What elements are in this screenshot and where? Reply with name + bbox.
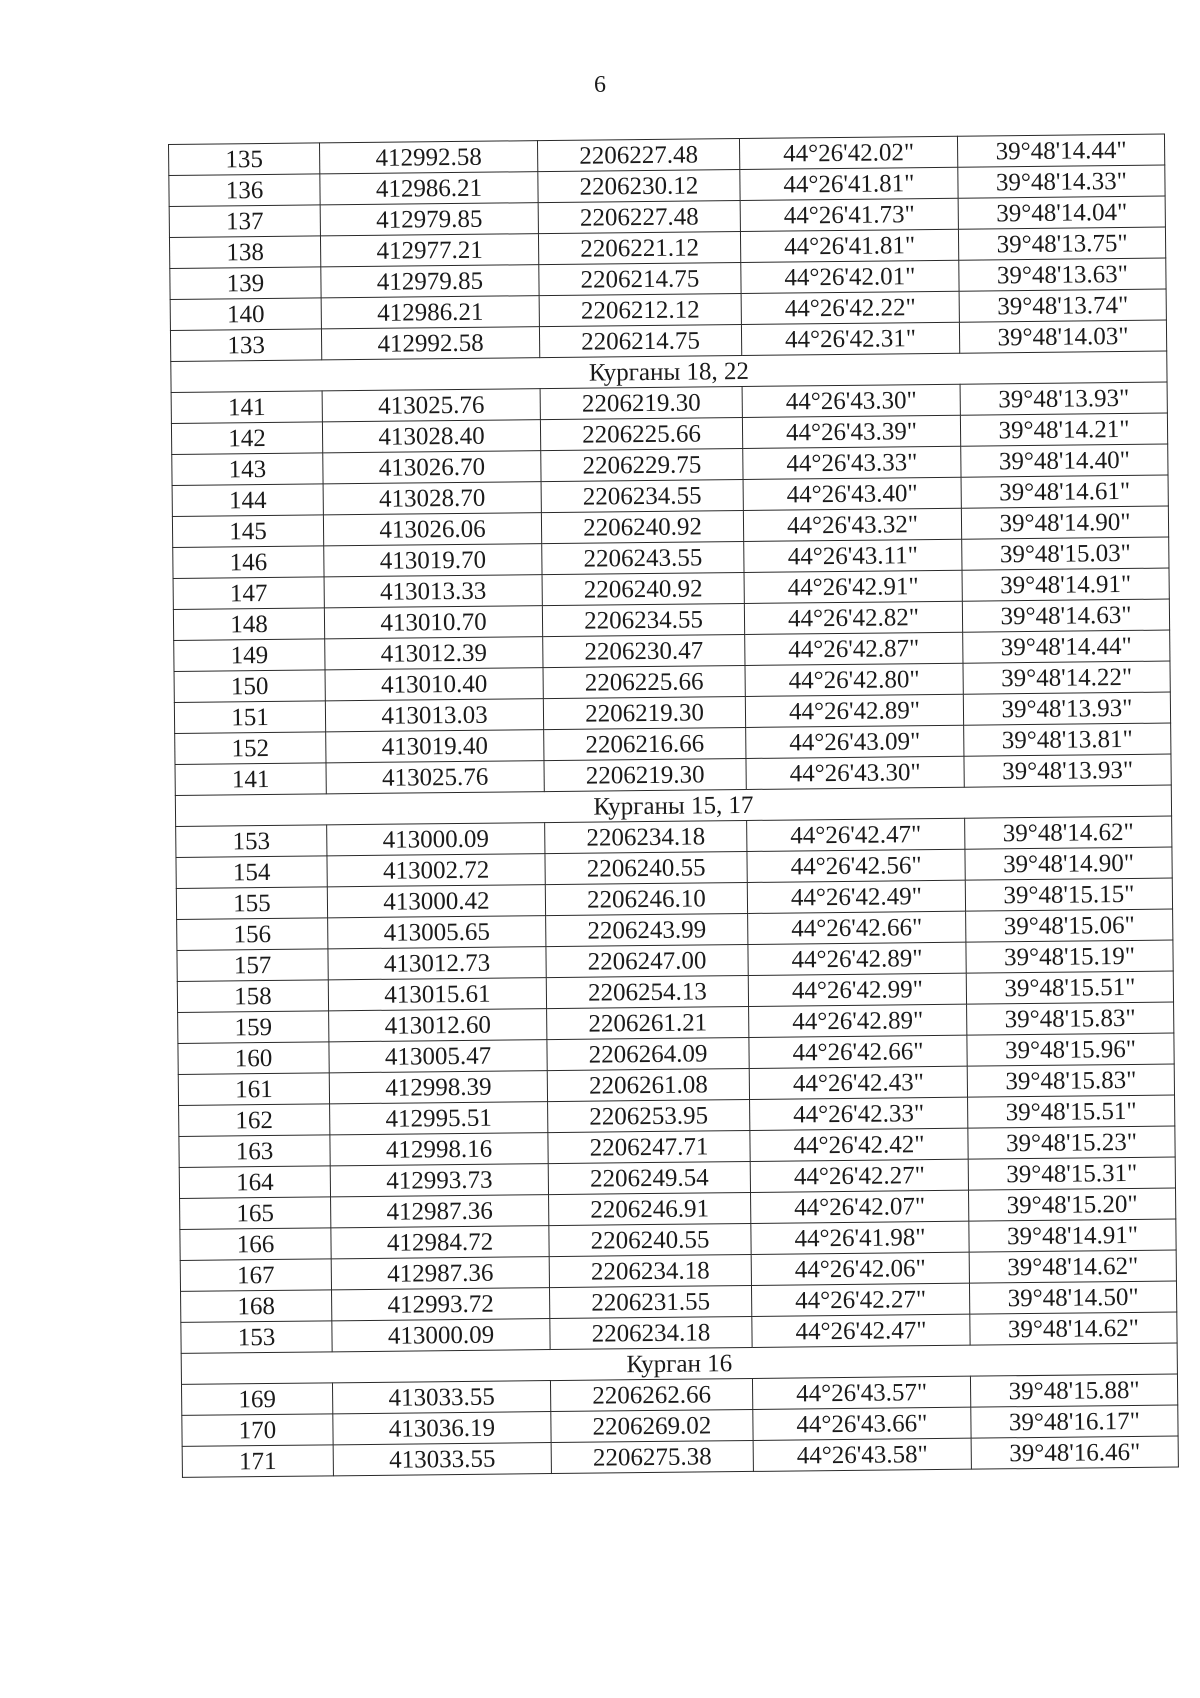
coordinates-table [168, 134, 1179, 1478]
longitude-cell: 39°48'14.91" [962, 568, 1169, 601]
longitude-cell: 39°48'13.93" [964, 754, 1171, 787]
y-coordinate-cell: 2206240.55 [545, 851, 747, 884]
latitude-cell: 44°26'41.81" [740, 229, 958, 262]
point-number-cell: 140 [170, 298, 321, 331]
x-coordinate-cell: 412998.39 [329, 1071, 547, 1104]
latitude-cell: 44°26'42.66" [748, 911, 966, 944]
section-heading: Курганы 15, 17 [175, 785, 1171, 826]
point-number-cell: 141 [175, 763, 326, 796]
x-coordinate-cell: 413033.55 [332, 1381, 550, 1414]
point-number-cell: 156 [177, 918, 328, 951]
point-number-cell: 159 [178, 1011, 329, 1044]
latitude-cell: 44°26'42.56" [747, 849, 965, 882]
longitude-cell: 39°48'14.03" [959, 320, 1166, 353]
longitude-cell: 39°48'14.90" [965, 847, 1172, 880]
longitude-cell: 39°48'15.23" [968, 1126, 1175, 1159]
x-coordinate-cell: 412987.36 [331, 1195, 549, 1228]
y-coordinate-cell: 2206234.18 [549, 1254, 751, 1287]
latitude-cell: 44°26'43.39" [742, 415, 960, 448]
point-number-cell: 169 [181, 1383, 332, 1416]
x-coordinate-cell: 412992.58 [319, 141, 537, 174]
latitude-cell: 44°26'42.89" [749, 1004, 967, 1037]
point-number-cell: 168 [181, 1290, 332, 1323]
latitude-cell: 44°26'41.81" [740, 167, 958, 200]
x-coordinate-cell: 413013.33 [324, 575, 542, 608]
point-number-cell: 144 [172, 484, 323, 517]
x-coordinate-cell: 413026.06 [323, 513, 541, 546]
y-coordinate-cell: 2206230.12 [538, 170, 740, 203]
section-heading: Курганы 18, 22 [171, 351, 1167, 392]
x-coordinate-cell: 413002.72 [327, 854, 545, 887]
x-coordinate-cell: 413015.61 [328, 978, 546, 1011]
longitude-cell: 39°48'15.20" [968, 1188, 1175, 1221]
point-number-cell: 135 [169, 143, 320, 176]
latitude-cell: 44°26'42.82" [744, 601, 962, 634]
x-coordinate-cell: 412993.72 [332, 1288, 550, 1321]
latitude-cell: 44°26'42.89" [745, 694, 963, 727]
x-coordinate-cell: 413028.40 [322, 420, 540, 453]
longitude-cell: 39°48'15.51" [968, 1095, 1175, 1128]
point-number-cell: 147 [173, 577, 324, 610]
x-coordinate-cell: 412979.85 [321, 265, 539, 298]
x-coordinate-cell: 413025.76 [326, 761, 544, 794]
y-coordinate-cell: 2206234.55 [541, 479, 743, 512]
x-coordinate-cell: 413012.73 [328, 947, 546, 980]
latitude-cell: 44°26'43.11" [744, 539, 962, 572]
x-coordinate-cell: 412986.21 [320, 172, 538, 205]
latitude-cell: 44°26'42.07" [751, 1190, 969, 1223]
longitude-cell: 39°48'14.33" [958, 165, 1165, 198]
x-coordinate-cell: 413012.39 [325, 637, 543, 670]
point-number-cell: 139 [170, 267, 321, 300]
point-number-cell: 161 [178, 1073, 329, 1106]
longitude-cell: 39°48'15.88" [970, 1374, 1177, 1407]
x-coordinate-cell: 412979.85 [320, 203, 538, 236]
latitude-cell: 44°26'42.42" [750, 1128, 968, 1161]
latitude-cell: 44°26'42.47" [752, 1314, 970, 1347]
x-coordinate-cell: 413000.09 [327, 823, 545, 856]
latitude-cell: 44°26'42.80" [745, 663, 963, 696]
longitude-cell: 39°48'14.63" [962, 599, 1169, 632]
y-coordinate-cell: 2206275.38 [551, 1440, 753, 1473]
y-coordinate-cell: 2206234.18 [550, 1316, 752, 1349]
y-coordinate-cell: 2206261.08 [547, 1068, 749, 1101]
y-coordinate-cell: 2206240.92 [542, 572, 744, 605]
coordinates-table-body [169, 134, 1179, 1477]
section-heading: Курган 16 [181, 1343, 1177, 1384]
longitude-cell: 39°48'14.50" [969, 1281, 1176, 1314]
longitude-cell: 39°48'14.44" [963, 630, 1170, 663]
latitude-cell: 44°26'42.66" [749, 1035, 967, 1068]
x-coordinate-cell: 413005.47 [329, 1040, 547, 1073]
y-coordinate-cell: 2206234.18 [545, 820, 747, 853]
y-coordinate-cell: 2206230.47 [543, 634, 745, 667]
longitude-cell: 39°48'13.75" [958, 227, 1165, 260]
x-coordinate-cell: 413028.70 [323, 482, 541, 515]
longitude-cell: 39°48'15.03" [962, 537, 1169, 570]
longitude-cell: 39°48'14.40" [961, 444, 1168, 477]
y-coordinate-cell: 2206254.13 [546, 975, 748, 1008]
x-coordinate-cell: 413012.60 [329, 1009, 547, 1042]
y-coordinate-cell: 2206253.95 [548, 1099, 750, 1132]
longitude-cell: 39°48'15.19" [966, 940, 1173, 973]
point-number-cell: 141 [171, 391, 322, 424]
latitude-cell: 44°26'42.49" [747, 880, 965, 913]
longitude-cell: 39°48'15.06" [966, 909, 1173, 942]
y-coordinate-cell: 2206243.55 [542, 541, 744, 574]
point-number-cell: 136 [169, 174, 320, 207]
x-coordinate-cell: 413000.09 [332, 1319, 550, 1352]
latitude-cell: 44°26'43.09" [746, 725, 964, 758]
longitude-cell: 39°48'14.44" [957, 134, 1164, 167]
point-number-cell: 146 [173, 546, 324, 579]
x-coordinate-cell: 413010.40 [325, 668, 543, 701]
point-number-cell: 171 [182, 1445, 333, 1478]
latitude-cell: 44°26'43.30" [742, 384, 960, 417]
x-coordinate-cell: 413036.19 [333, 1412, 551, 1445]
longitude-cell: 39°48'16.17" [971, 1405, 1178, 1438]
point-number-cell: 162 [179, 1104, 330, 1137]
latitude-cell: 44°26'42.91" [744, 570, 962, 603]
longitude-cell: 39°48'13.93" [963, 692, 1170, 725]
latitude-cell: 44°26'42.33" [750, 1097, 968, 1130]
x-coordinate-cell: 412987.36 [331, 1257, 549, 1290]
y-coordinate-cell: 2206227.48 [538, 201, 740, 234]
latitude-cell: 44°26'42.43" [749, 1066, 967, 1099]
y-coordinate-cell: 2206225.66 [543, 665, 745, 698]
point-number-cell: 138 [169, 236, 320, 269]
latitude-cell: 44°26'42.87" [745, 632, 963, 665]
y-coordinate-cell: 2206243.99 [546, 913, 748, 946]
y-coordinate-cell: 2206234.55 [542, 603, 744, 636]
point-number-cell: 152 [175, 732, 326, 765]
longitude-cell: 39°48'14.61" [961, 475, 1168, 508]
coordinates-sheet [168, 134, 1178, 1478]
point-number-cell: 153 [181, 1321, 332, 1354]
x-coordinate-cell: 413025.76 [322, 389, 540, 422]
x-coordinate-cell: 413005.65 [328, 916, 546, 949]
point-number-cell: 158 [177, 980, 328, 1013]
longitude-cell: 39°48'15.83" [967, 1002, 1174, 1035]
longitude-cell: 39°48'14.21" [960, 413, 1167, 446]
longitude-cell: 39°48'14.90" [961, 506, 1168, 539]
longitude-cell: 39°48'15.31" [968, 1157, 1175, 1190]
x-coordinate-cell: 413033.55 [333, 1443, 551, 1476]
latitude-cell: 44°26'42.47" [747, 818, 965, 851]
y-coordinate-cell: 2206216.66 [544, 727, 746, 760]
longitude-cell: 39°48'13.93" [960, 382, 1167, 415]
y-coordinate-cell: 2206247.00 [546, 944, 748, 977]
point-number-cell: 170 [182, 1414, 333, 1447]
point-number-cell: 150 [174, 670, 325, 703]
latitude-cell: 44°26'43.33" [743, 446, 961, 479]
x-coordinate-cell: 412984.72 [331, 1226, 549, 1259]
x-coordinate-cell: 413026.70 [323, 451, 541, 484]
longitude-cell: 39°48'16.46" [971, 1436, 1178, 1469]
y-coordinate-cell: 2206240.92 [541, 510, 743, 543]
latitude-cell: 44°26'42.27" [750, 1159, 968, 1192]
point-number-cell: 143 [172, 453, 323, 486]
latitude-cell: 44°26'43.66" [753, 1407, 971, 1440]
y-coordinate-cell: 2206219.30 [540, 387, 742, 420]
longitude-cell: 39°48'15.51" [966, 971, 1173, 1004]
latitude-cell: 44°26'42.27" [751, 1283, 969, 1316]
longitude-cell: 39°48'15.15" [965, 878, 1172, 911]
y-coordinate-cell: 2206225.66 [540, 418, 742, 451]
x-coordinate-cell: 413019.40 [326, 730, 544, 763]
latitude-cell: 44°26'41.98" [751, 1221, 969, 1254]
x-coordinate-cell: 412992.58 [321, 327, 539, 360]
point-number-cell: 137 [169, 205, 320, 238]
longitude-cell: 39°48'13.63" [959, 258, 1166, 291]
point-number-cell: 145 [172, 515, 323, 548]
y-coordinate-cell: 2206219.30 [544, 758, 746, 791]
longitude-cell: 39°48'14.91" [969, 1219, 1176, 1252]
point-number-cell: 149 [174, 639, 325, 672]
x-coordinate-cell: 412995.51 [330, 1102, 548, 1135]
x-coordinate-cell: 413019.70 [324, 544, 542, 577]
longitude-cell: 39°48'13.81" [964, 723, 1171, 756]
y-coordinate-cell: 2206261.21 [547, 1006, 749, 1039]
point-number-cell: 157 [177, 949, 328, 982]
latitude-cell: 44°26'43.40" [743, 477, 961, 510]
y-coordinate-cell: 2206262.66 [550, 1378, 752, 1411]
point-number-cell: 151 [174, 701, 325, 734]
x-coordinate-cell: 413010.70 [324, 606, 542, 639]
page-number: 6 [594, 72, 606, 98]
latitude-cell: 44°26'42.22" [741, 291, 959, 324]
point-number-cell: 155 [176, 887, 327, 920]
y-coordinate-cell: 2206221.12 [538, 232, 740, 265]
longitude-cell: 39°48'14.62" [970, 1312, 1177, 1345]
latitude-cell: 44°26'41.73" [740, 198, 958, 231]
y-coordinate-cell: 2206214.75 [539, 263, 741, 296]
y-coordinate-cell: 2206231.55 [549, 1285, 751, 1318]
latitude-cell: 44°26'43.58" [753, 1438, 971, 1471]
y-coordinate-cell: 2206227.48 [537, 139, 739, 172]
longitude-cell: 39°48'15.83" [967, 1064, 1174, 1097]
latitude-cell: 44°26'42.02" [739, 136, 957, 169]
point-number-cell: 160 [178, 1042, 329, 1075]
latitude-cell: 44°26'43.32" [743, 508, 961, 541]
latitude-cell: 44°26'42.06" [751, 1252, 969, 1285]
point-number-cell: 166 [180, 1228, 331, 1261]
y-coordinate-cell: 2206246.91 [549, 1192, 751, 1225]
point-number-cell: 133 [170, 329, 321, 362]
point-number-cell: 163 [179, 1135, 330, 1168]
point-number-cell: 164 [179, 1166, 330, 1199]
longitude-cell: 39°48'14.04" [958, 196, 1165, 229]
x-coordinate-cell: 413013.03 [325, 699, 543, 732]
longitude-cell: 39°48'14.22" [963, 661, 1170, 694]
y-coordinate-cell: 2206212.12 [539, 294, 741, 327]
x-coordinate-cell: 412986.21 [321, 296, 539, 329]
y-coordinate-cell: 2206240.55 [549, 1223, 751, 1256]
y-coordinate-cell: 2206229.75 [541, 448, 743, 481]
point-number-cell: 165 [180, 1197, 331, 1230]
x-coordinate-cell: 412998.16 [330, 1133, 548, 1166]
latitude-cell: 44°26'42.99" [748, 973, 966, 1006]
y-coordinate-cell: 2206269.02 [551, 1409, 753, 1442]
y-coordinate-cell: 2206219.30 [543, 696, 745, 729]
y-coordinate-cell: 2206214.75 [539, 325, 741, 358]
latitude-cell: 44°26'42.31" [741, 322, 959, 355]
latitude-cell: 44°26'42.89" [748, 942, 966, 975]
point-number-cell: 154 [176, 856, 327, 889]
point-number-cell: 148 [173, 608, 324, 641]
point-number-cell: 142 [171, 422, 322, 455]
x-coordinate-cell: 412993.73 [330, 1164, 548, 1197]
x-coordinate-cell: 412977.21 [320, 234, 538, 267]
y-coordinate-cell: 2206247.71 [548, 1130, 750, 1163]
longitude-cell: 39°48'15.96" [967, 1033, 1174, 1066]
point-number-cell: 167 [180, 1259, 331, 1292]
latitude-cell: 44°26'43.57" [752, 1376, 970, 1409]
y-coordinate-cell: 2206246.10 [545, 882, 747, 915]
longitude-cell: 39°48'13.74" [959, 289, 1166, 322]
longitude-cell: 39°48'14.62" [965, 816, 1172, 849]
latitude-cell: 44°26'42.01" [741, 260, 959, 293]
longitude-cell: 39°48'14.62" [969, 1250, 1176, 1283]
point-number-cell: 153 [176, 825, 327, 858]
y-coordinate-cell: 2206249.54 [548, 1161, 750, 1194]
latitude-cell: 44°26'43.30" [746, 756, 964, 789]
x-coordinate-cell: 413000.42 [327, 885, 545, 918]
y-coordinate-cell: 2206264.09 [547, 1037, 749, 1070]
